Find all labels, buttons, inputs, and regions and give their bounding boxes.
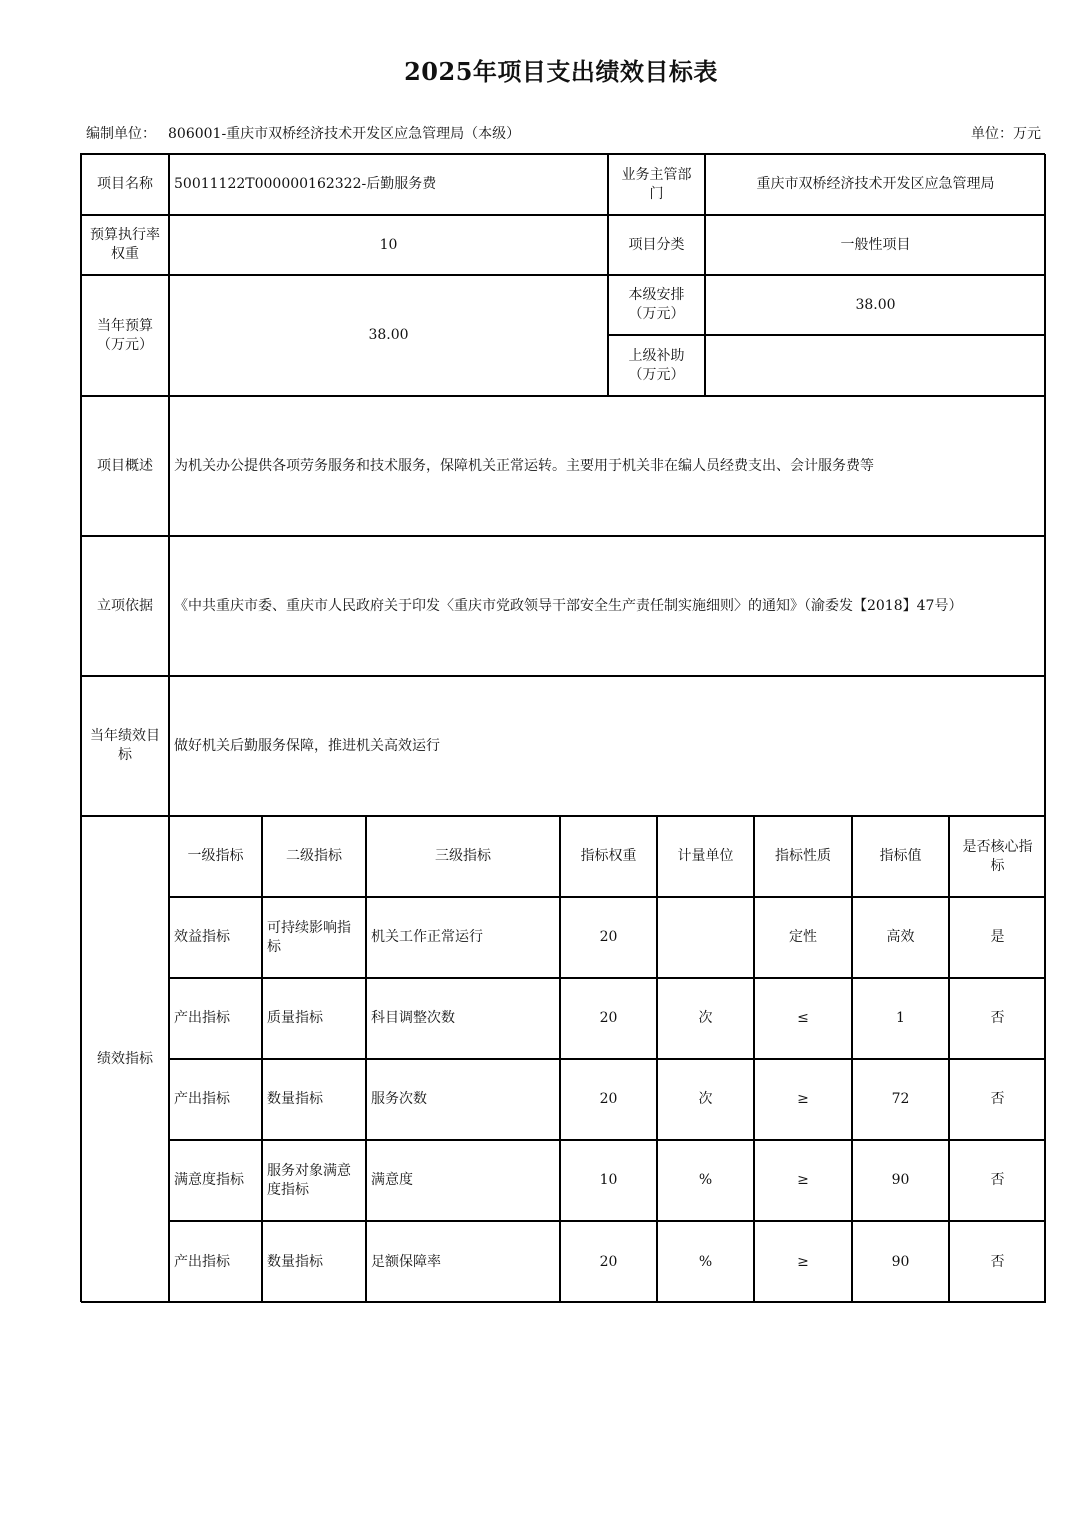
annual-goal-value: 做好机关后勤服务保障，推进机关高效运行 [169,676,1046,816]
performance-target-table [80,153,1045,1302]
indicator-weight: 20 [560,1221,657,1303]
indicator-nature: ≥ [754,1059,852,1140]
currency-unit: 单位：万元 [971,126,1041,142]
project-category-value: 一般性项目 [705,215,1046,275]
superior-subsidy-value [705,335,1046,396]
indicator-unit [657,897,754,978]
indicator-level2: 服务对象满意度指标 [262,1140,366,1221]
indicator-level1: 产出指标 [169,1221,262,1303]
project-name-value: 50011122T000000162322-后勤服务费 [169,154,608,215]
indicator-weight: 20 [560,897,657,978]
project-category-label: 项目分类 [608,215,705,275]
indicator-level1: 满意度指标 [169,1140,262,1221]
indicator-value: 高效 [852,897,949,978]
superior-subsidy-label: 上级补助（万元） [608,335,705,396]
indicator-header: 二级指标 [262,816,366,897]
indicator-level2: 质量指标 [262,978,366,1059]
indicator-level1: 产出指标 [169,978,262,1059]
indicator-value: 1 [852,978,949,1059]
local-allocation-value: 38.00 [705,275,1046,335]
indicator-level3: 满意度 [366,1140,560,1221]
indicator-level3: 机关工作正常运行 [366,897,560,978]
indicator-unit: 次 [657,978,754,1059]
indicator-level2: 可持续影响指标 [262,897,366,978]
indicator-header: 是否核心指标 [949,816,1046,897]
indicator-unit: % [657,1140,754,1221]
indicator-level1: 效益指标 [169,897,262,978]
indicator-header: 指标值 [852,816,949,897]
compiling-unit-value: 806001-重庆市双桥经济技术开发区应急管理局（本级） [168,126,521,142]
indicator-header: 三级指标 [366,816,560,897]
project-name-label: 项目名称 [81,154,169,215]
indicator-core: 否 [949,1059,1046,1140]
indicator-level3: 足额保障率 [366,1221,560,1303]
indicator-level3: 科目调整次数 [366,978,560,1059]
project-basis-value: 《中共重庆市委、重庆市人民政府关于印发〈重庆市党政领导干部安全生产责任制实施细则〉的通知》（渝委发【2018】47号） [169,536,1046,676]
project-overview-label: 项目概述 [81,396,169,536]
indicator-unit: 次 [657,1059,754,1140]
indicator-nature: ≤ [754,978,852,1059]
budget-weight-value: 10 [169,215,608,275]
indicator-nature: 定性 [754,897,852,978]
annual-budget-label: 当年预算（万元） [81,275,169,396]
indicator-nature: ≥ [754,1221,852,1303]
indicator-level3: 服务次数 [366,1059,560,1140]
indicators-section-label: 绩效指标 [81,816,169,1303]
indicator-weight: 10 [560,1140,657,1221]
indicator-header: 指标权重 [560,816,657,897]
project-overview-value: 为机关办公提供各项劳务服务和技术服务，保障机关正常运转。主要用于机关非在编人员经费支出、会计服务费等 [169,396,1046,536]
indicator-header: 指标性质 [754,816,852,897]
budget-weight-label: 预算执行率权重 [81,215,169,275]
indicator-value: 90 [852,1221,949,1303]
indicator-weight: 20 [560,1059,657,1140]
indicator-core: 否 [949,1140,1046,1221]
compiling-unit [86,123,520,143]
indicator-core: 是 [949,897,1046,978]
indicator-core: 否 [949,1221,1046,1303]
department-label: 业务主管部门 [608,154,705,215]
indicator-value: 72 [852,1059,949,1140]
indicator-level1: 产出指标 [169,1059,262,1140]
local-allocation-label: 本级安排（万元） [608,275,705,335]
indicator-nature: ≥ [754,1140,852,1221]
indicator-core: 否 [949,978,1046,1059]
compiling-unit-label: 编制单位： [86,126,156,142]
department-value: 重庆市双桥经济技术开发区应急管理局 [705,154,1046,215]
indicator-header: 计量单位 [657,816,754,897]
indicator-level2: 数量指标 [262,1059,366,1140]
indicator-value: 90 [852,1140,949,1221]
indicator-level2: 数量指标 [262,1221,366,1303]
annual-goal-label: 当年绩效目标 [81,676,169,816]
indicator-unit: % [657,1221,754,1303]
project-basis-label: 立项依据 [81,536,169,676]
indicator-weight: 20 [560,978,657,1059]
page-title: 2025年项目支出绩效目标表 [404,57,718,86]
indicator-header: 一级指标 [169,816,262,897]
annual-budget-value: 38.00 [169,275,608,396]
